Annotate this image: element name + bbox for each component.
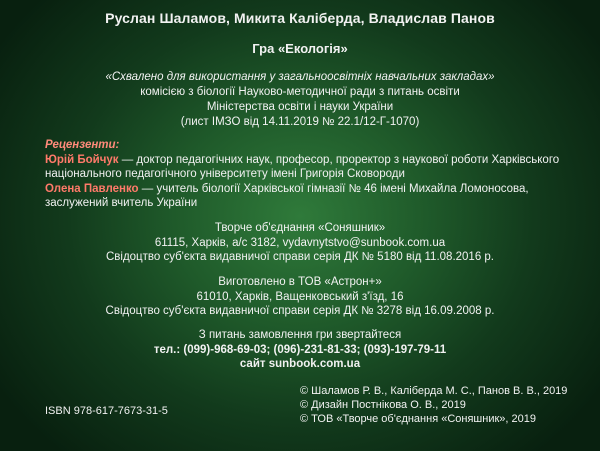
isbn: ISBN 978-617-7673-31-5 [45,405,168,417]
publisher-block [60,221,540,265]
reviewer-2-text: — учитель біології Харківської гімназії № 46 імені Михайла Ломоносова, [138,182,529,195]
printer-cert: Свідоцтво суб'єкта видавничої справи серія ДК № 3278 від 16.09.2008 р. [105,305,495,317]
authors-line: Руслан Шаламов, Микита Калiберда, Владислав Панов [105,10,495,26]
order-phones: тел.: (099)-968-69-03; (096)-231-81-33; (093)-197-79-11 [153,343,447,356]
printer-name: Виготовлено в ТОВ «Астрон+» [218,276,382,288]
reviewer-2 [45,182,585,197]
printer-address: 61010, Харків, Ващенковський з'їзд, 16 [196,290,404,303]
order-block [60,328,540,372]
approval-line-3: Міністерства освіти і науки України [206,101,394,113]
copyright-design: © Дизайн Постнікова О. В., 2019 [300,399,466,411]
copyright-authors: © Шаламов Р. В., Калiберда М. С., Панов В. В., 2019 [300,385,568,397]
reviewer-1 [45,153,585,168]
publisher-cert: Свідоцтво суб'єкта видавничої справи серія ДК № 5180 від 11.08.2016 р. [105,251,495,263]
reviewer-2-name: Олена Павленко [45,182,139,195]
order-heading: З питань замовлення гри звертайтеся [198,329,402,341]
copyright-block [300,384,590,426]
reviewer-1-text-cont: національного педагогічного університету імені Григорія Сковороди [45,168,405,180]
game-title: Гра «Екологія» [252,41,348,56]
reviewer-1-name: Юрій Бойчук [45,153,119,166]
printer-block [60,275,540,319]
approval-block [80,70,520,130]
publisher-name: Творче об'єднання «Соняшник» [214,222,386,234]
approval-line-1: «Схвалено для використання у загальноосвітніх навчальних закладах» [105,71,495,83]
reviewers-heading: Рецензенти: [45,139,120,151]
approval-line-2: комісією з біології Науково-методичної ради з питань освіти [140,86,460,98]
reviewers-block [45,138,585,211]
publisher-address: 61115, Харків, а/с 3182, vydavnytstvo@sunbook.com.ua [154,236,446,249]
copyright-publisher: © ТОВ «Творче об'єднання «Соняшник», 2019 [300,413,536,425]
order-site: сайт sunbook.com.ua [239,358,361,370]
approval-line-4: (лист ІМЗО від 14.11.2019 № 22.1/12-Г-1070) [180,116,420,128]
reviewer-2-text-cont: заслужений вчитель України [45,197,198,209]
reviewer-1-text: — доктор педагогічних наук, професор, проректор з наукової роботи Харківського [118,153,560,166]
